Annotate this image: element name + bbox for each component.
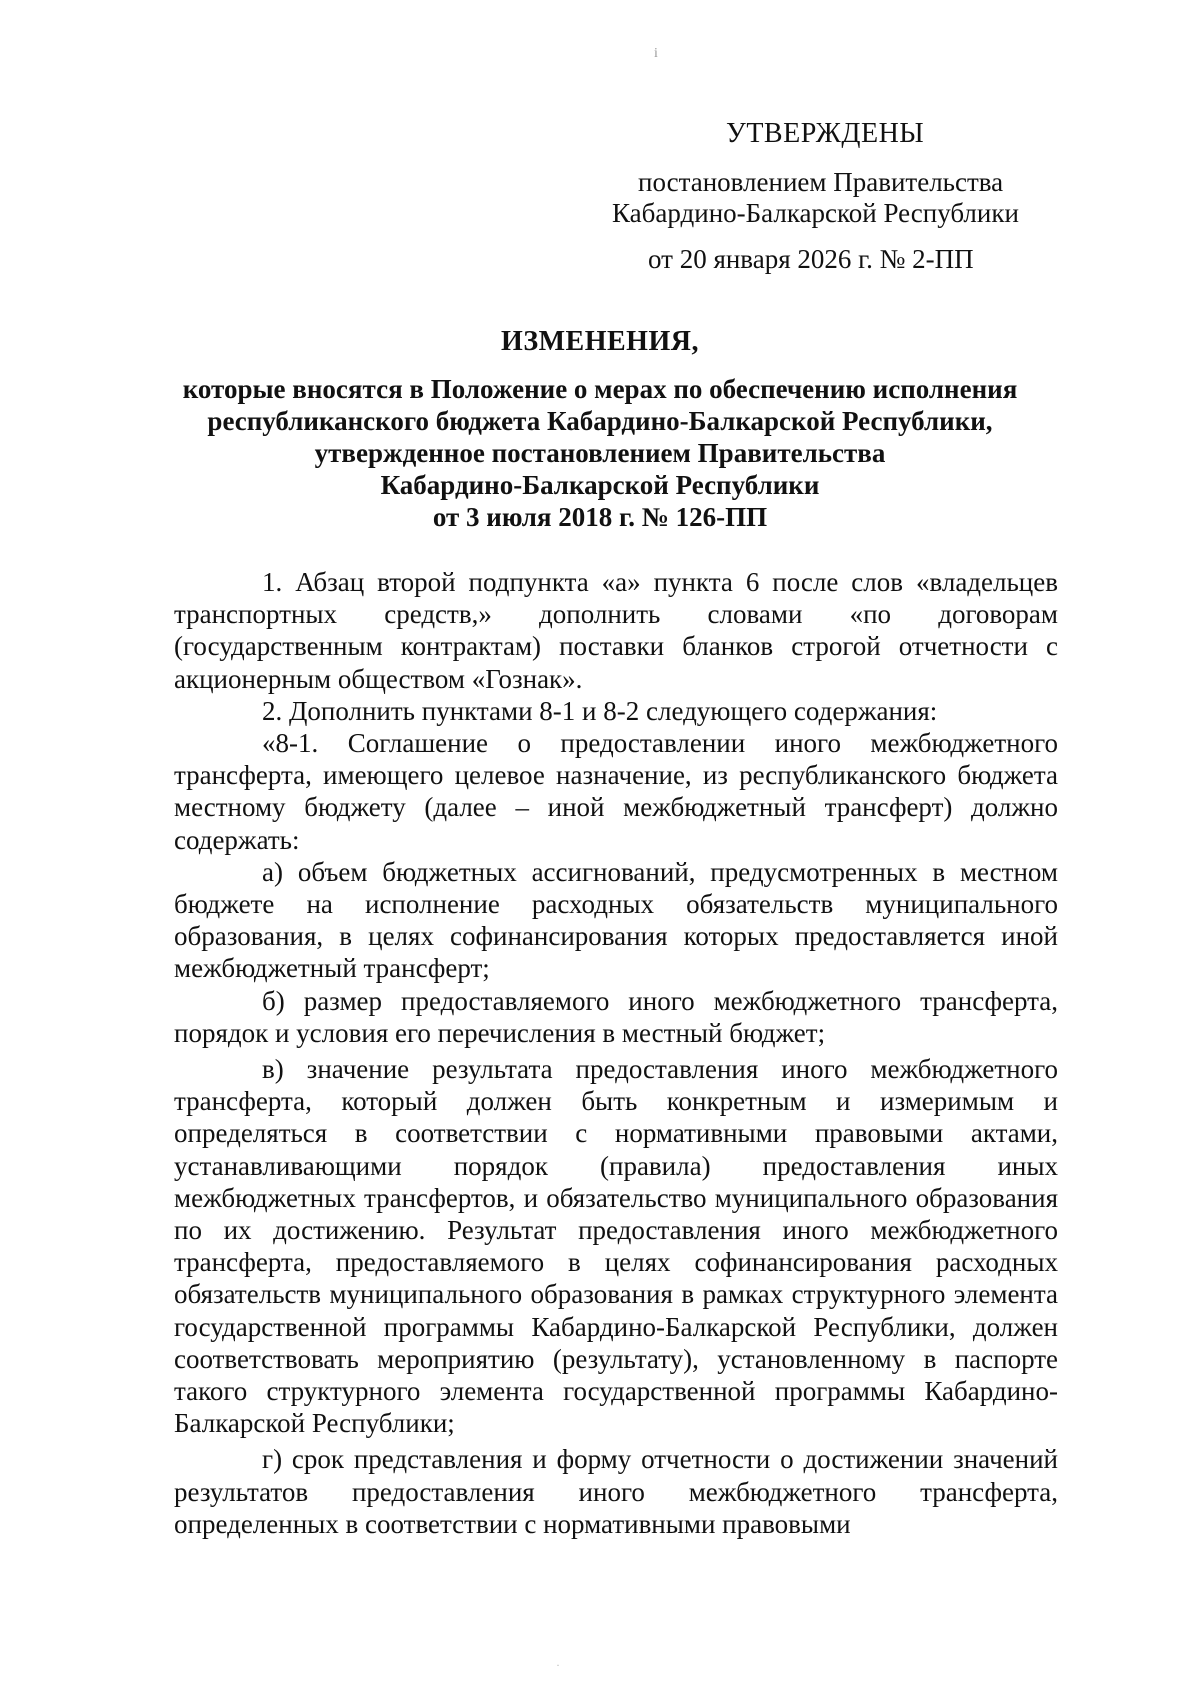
approval-line-3: от 20 января 2026 г. № 2-ПП: [648, 244, 974, 274]
document-subtitle-line-5: от 3 июля 2018 г. № 126-ПП: [432, 502, 768, 532]
item-g: г) срок представления и форму отчетности о достижении значений результатов предоставления иного межбюджетного трансферта, определенных в соответствии с нормативными правовыми: [174, 1444, 1058, 1539]
item-b: б) размер предоставляемого иного межбюджетного трансферта, порядок и условия его перечисления в местный бюджет;: [174, 985, 1058, 1048]
document-body: [174, 566, 1058, 1540]
paragraph-2: 2. Дополнить пунктами 8-1 и 8-2 следующего содержания:: [262, 695, 938, 726]
page-mark: і: [654, 46, 658, 61]
document-subtitle-line-1: которые вносятся в Положение о мерах по обеспечению исполнения: [182, 374, 1018, 404]
approval-title: УТВЕРЖДЕНЫ: [726, 118, 925, 149]
document-subtitle-line-2: республиканского бюджета Кабардино-Балкарской Республики,: [207, 406, 993, 436]
paragraph-8-1: «8-1. Соглашение о предоставлении иного межбюджетного трансферта, имеющего целевое назначение, из республиканского бюджета местному бюджету (далее – иной межбюджетный трансферт) должно содержать:: [174, 728, 1058, 855]
document-subtitle-line-4: Кабардино-Балкарской Республики: [380, 470, 820, 500]
footer-mark: ·: [556, 1658, 560, 1672]
document-title: ИЗМЕНЕНИЯ,: [501, 326, 699, 357]
approval-line-1: постановлением Правительства: [638, 167, 1004, 197]
item-v: в) значение результата предоставления иного межбюджетного трансферта, который должен быть конкретным и измеримым и определяться в соответствии с нормативными правовыми актами, устанавливающими порядок (правила) предоставления иных межбюджетных трансфертов, и обязательство муниципального образования по их достижению. Результат предоставления иного межбюджетного трансферта, предоставляемого в целях софинансирования расходных обязательств муниципального образования в рамках структурного элемента государственной программы Кабардино-Балкарской Республики, должен соответствовать мероприятию (результату), установленному в паспорте такого структурного элемента государственной программы Кабардино-Балкарской Республики;: [174, 1054, 1058, 1439]
item-a: а) объем бюджетных ассигнований, предусмотренных в местном бюджете на исполнение расходных обязательств муниципального образования, в целях софинансирования которых предоставляется иной межбюджетный трансферт;: [174, 856, 1058, 984]
approval-line-2: Кабардино-Балкарской Республики: [612, 198, 1019, 228]
paragraph-1: 1. Абзац второй подпункта «а» пункта 6 после слов «владельцев транспортных средств,» дополнить словами «по договорам (государственным контрактам) поставки бланков строгой отчетности с акционерным обществом «Гознак».: [174, 567, 1058, 694]
document-subtitle-line-3: утвержденное постановлением Правительства: [314, 438, 886, 468]
